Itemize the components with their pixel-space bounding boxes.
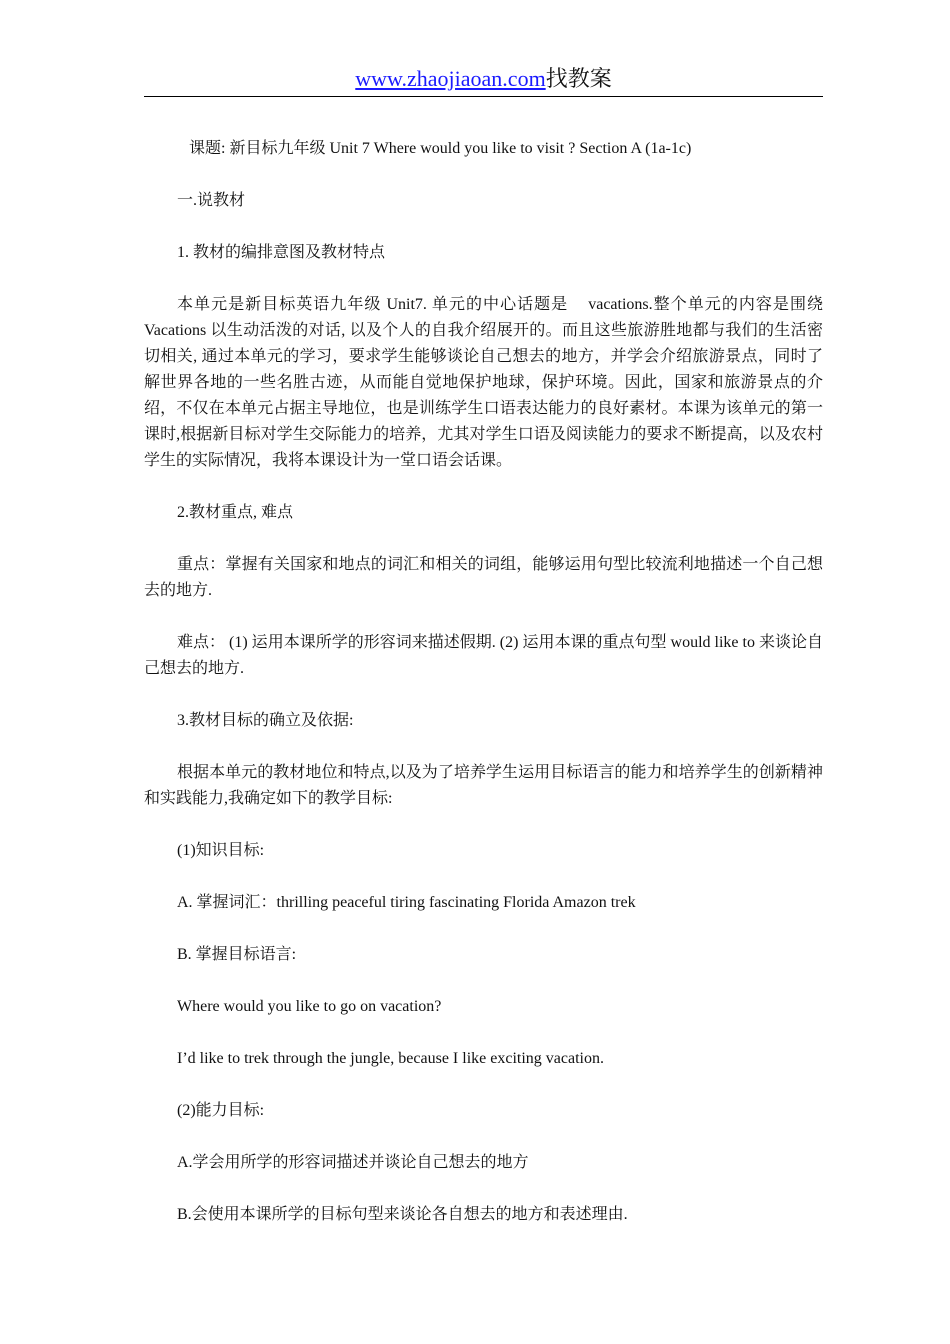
- target-sentence-1: Where would you like to go on vacation?: [177, 998, 442, 1015]
- subheading-3: 3.教材目标的确立及依据:: [177, 712, 354, 729]
- lesson-title: 课题: 新目标九年级 Unit 7 Where would you like to visit ? Section A (1a-1c): [189, 140, 692, 157]
- site-link[interactable]: www.zhaojiaoan.com: [355, 66, 546, 91]
- basis-paragraph: 根据本单元的教材地位和特点,以及为了培养学生运用目标语言的能力和培养学生的创新精神和实践能力,我确定如下的教学目标:: [144, 764, 823, 807]
- knowledge-goal: (1)知识目标:: [177, 842, 265, 859]
- site-name: 找教案: [545, 66, 612, 91]
- subheading-2: 2.教材重点, 难点: [177, 504, 294, 521]
- paragraph-unit-intro-part1: 本单元是新目标英语九年级 Unit7. 单元的中心话题是: [177, 296, 569, 313]
- document-body: [144, 136, 823, 1254]
- paragraph-unit-intro-part2: vacations.整个单元的内容是围绕 Vacations 以生动活泼的对话, 以及个人的自我介绍展开的。而且这些旅游胜地都与我们的生活密切相关, 通过本单元的学习，要求学生能够谈论自己想去的地方，并学会介绍旅游景点，同时了解世界各地的一些名胜古迹，从而能自觉地保护地球，保护环境。因此，国家和旅游景点的介绍，不仅在本单元占据主导地位，也是训练学生口语表达能力的良好素材。本课为该单元的第一课时,根据新目标对学生交际能力的培养，尤其对学生口语及阅读能力的要求不断提高，以及农村学生的实际情况，我将本课设计为一堂口语会话课。: [144, 296, 823, 469]
- section-heading: 一.说教材: [177, 192, 246, 209]
- ability-goal-a: A.学会用所学的形容词描述并谈论自己想去的地方: [177, 1154, 529, 1171]
- difficult-points: 难点： (1) 运用本课所学的形容词来描述假期. (2) 运用本课的重点句型 would like to 来谈论自己想去的地方.: [144, 634, 823, 677]
- knowledge-goal-a: A. 掌握词汇：thrilling peaceful tiring fascinating Florida Amazon trek: [177, 894, 636, 911]
- target-sentence-2: I’d like to trek through the jungle, because I like exciting vacation.: [177, 1050, 604, 1067]
- knowledge-goal-b: B. 掌握目标语言:: [177, 946, 297, 963]
- ability-goal: (2)能力目标:: [177, 1102, 265, 1119]
- page-header: [144, 64, 823, 97]
- paragraph-unit-intro: [144, 292, 823, 474]
- key-points: 重点：掌握有关国家和地点的词汇和相关的词组，能够运用句型比较流利地描述一个自己想去的地方.: [144, 556, 823, 599]
- ability-goal-b: B.会使用本课所学的目标句型来谈论各自想去的地方和表述理由.: [177, 1206, 628, 1223]
- subheading-1: 1. 教材的编排意图及教材特点: [177, 244, 386, 261]
